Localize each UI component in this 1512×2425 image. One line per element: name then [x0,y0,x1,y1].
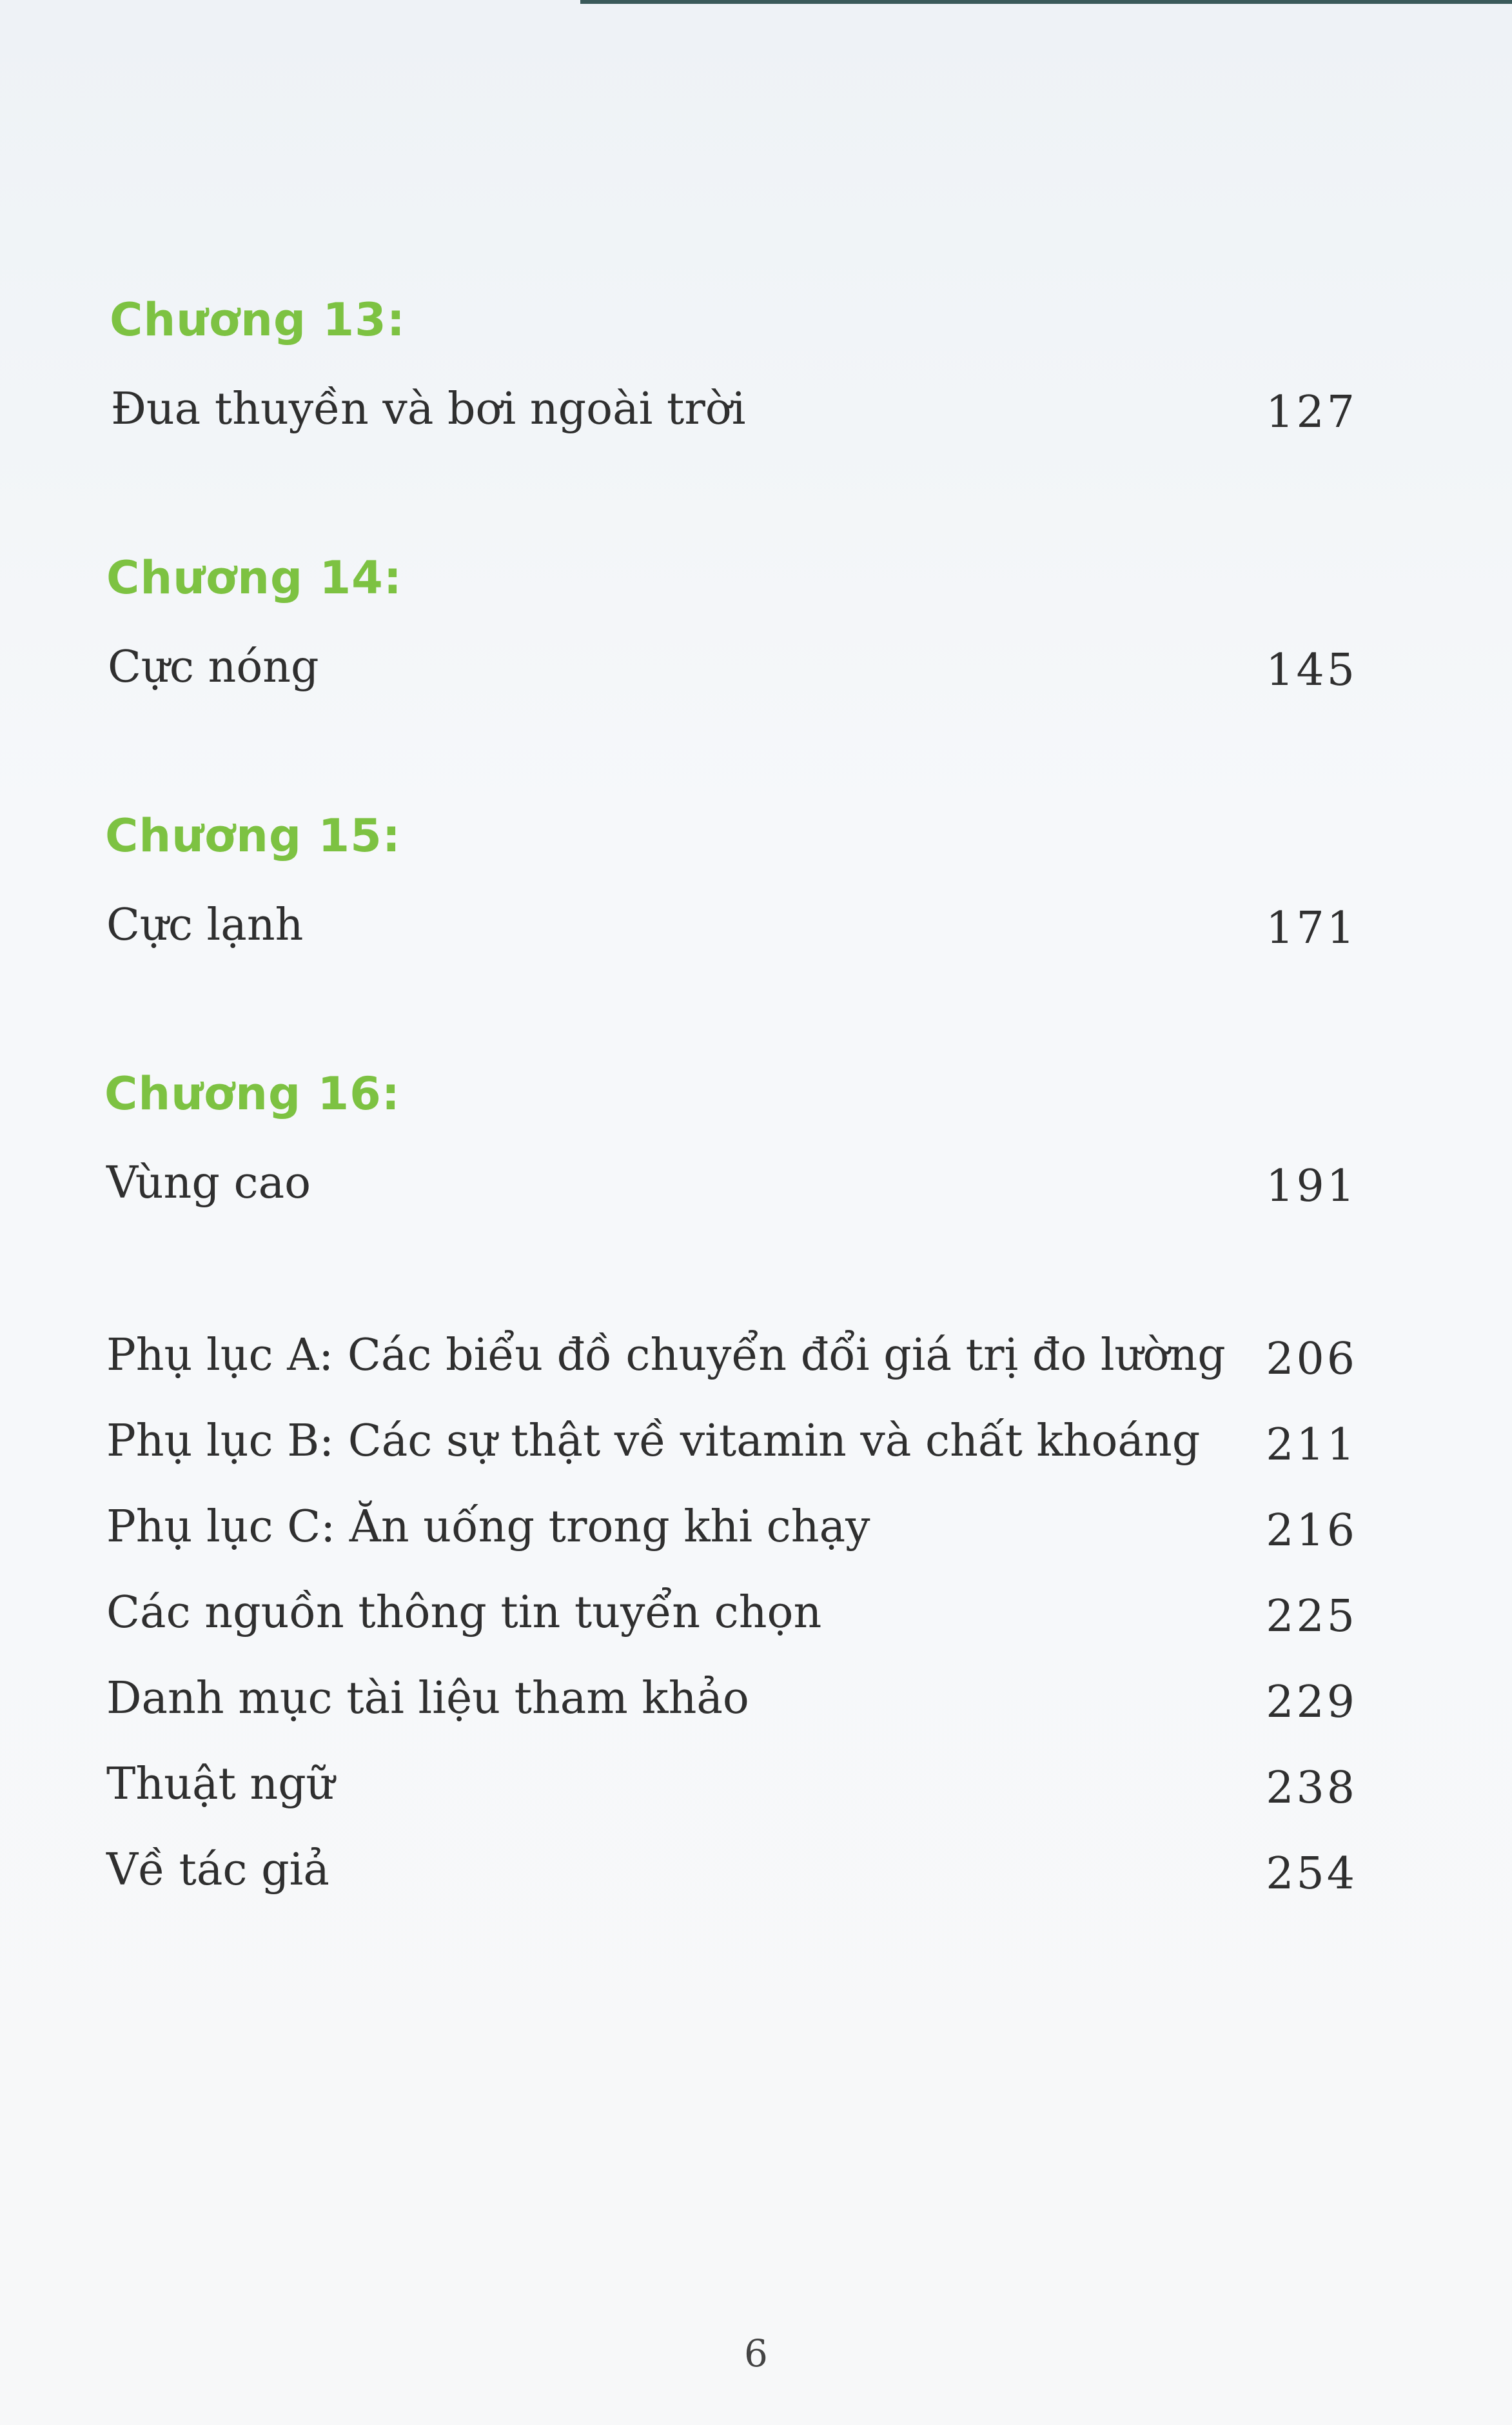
chapter-14-page: 145 [1266,645,1357,696]
chapter-13-page: 127 [1266,387,1357,438]
chapter-15-label: Chương 15: [105,809,401,862]
references-page: 229 [1266,1677,1357,1728]
appendix-a-page: 206 [1266,1334,1357,1385]
chapter-13-title: Đua thuyền và bơi ngoài trời [111,384,746,435]
glossary-page: 238 [1266,1763,1357,1814]
appendix-c-title: Phụ lục C: Ăn uống trong khi chạy [106,1501,870,1552]
appendix-a-title: Phụ lục A: Các biểu đồ chuyển đổi giá trị đo lường [106,1330,1226,1381]
chapter-16-title: Vùng cao [106,1158,311,1209]
about-author-page: 254 [1266,1848,1357,1899]
chapter-16-page: 191 [1266,1161,1357,1212]
chapter-15-title: Cực lạnh [106,900,304,951]
appendix-b-page: 211 [1266,1420,1357,1470]
appendix-b-title: Phụ lục B: Các sự thật về vitamin và chất khoáng [106,1416,1201,1467]
chapter-16-label: Chương 16: [104,1067,400,1120]
chapter-15-page: 171 [1266,903,1357,954]
appendix-c-page: 216 [1266,1505,1357,1556]
sources-page: 225 [1266,1591,1357,1642]
page-number: 6 [744,2331,768,2375]
about-author-title: Về tác giả [106,1845,329,1895]
sources-title: Các nguồn thông tin tuyển chọn [106,1587,822,1638]
chapter-14-label: Chương 14: [106,551,402,604]
chapter-14-title: Cực nóng [108,642,319,693]
page-edge [580,0,1512,4]
chapter-13-label: Chương 13: [110,293,406,346]
glossary-title: Thuật ngữ [106,1759,335,1810]
references-title: Danh mục tài liệu tham khảo [106,1673,749,1724]
